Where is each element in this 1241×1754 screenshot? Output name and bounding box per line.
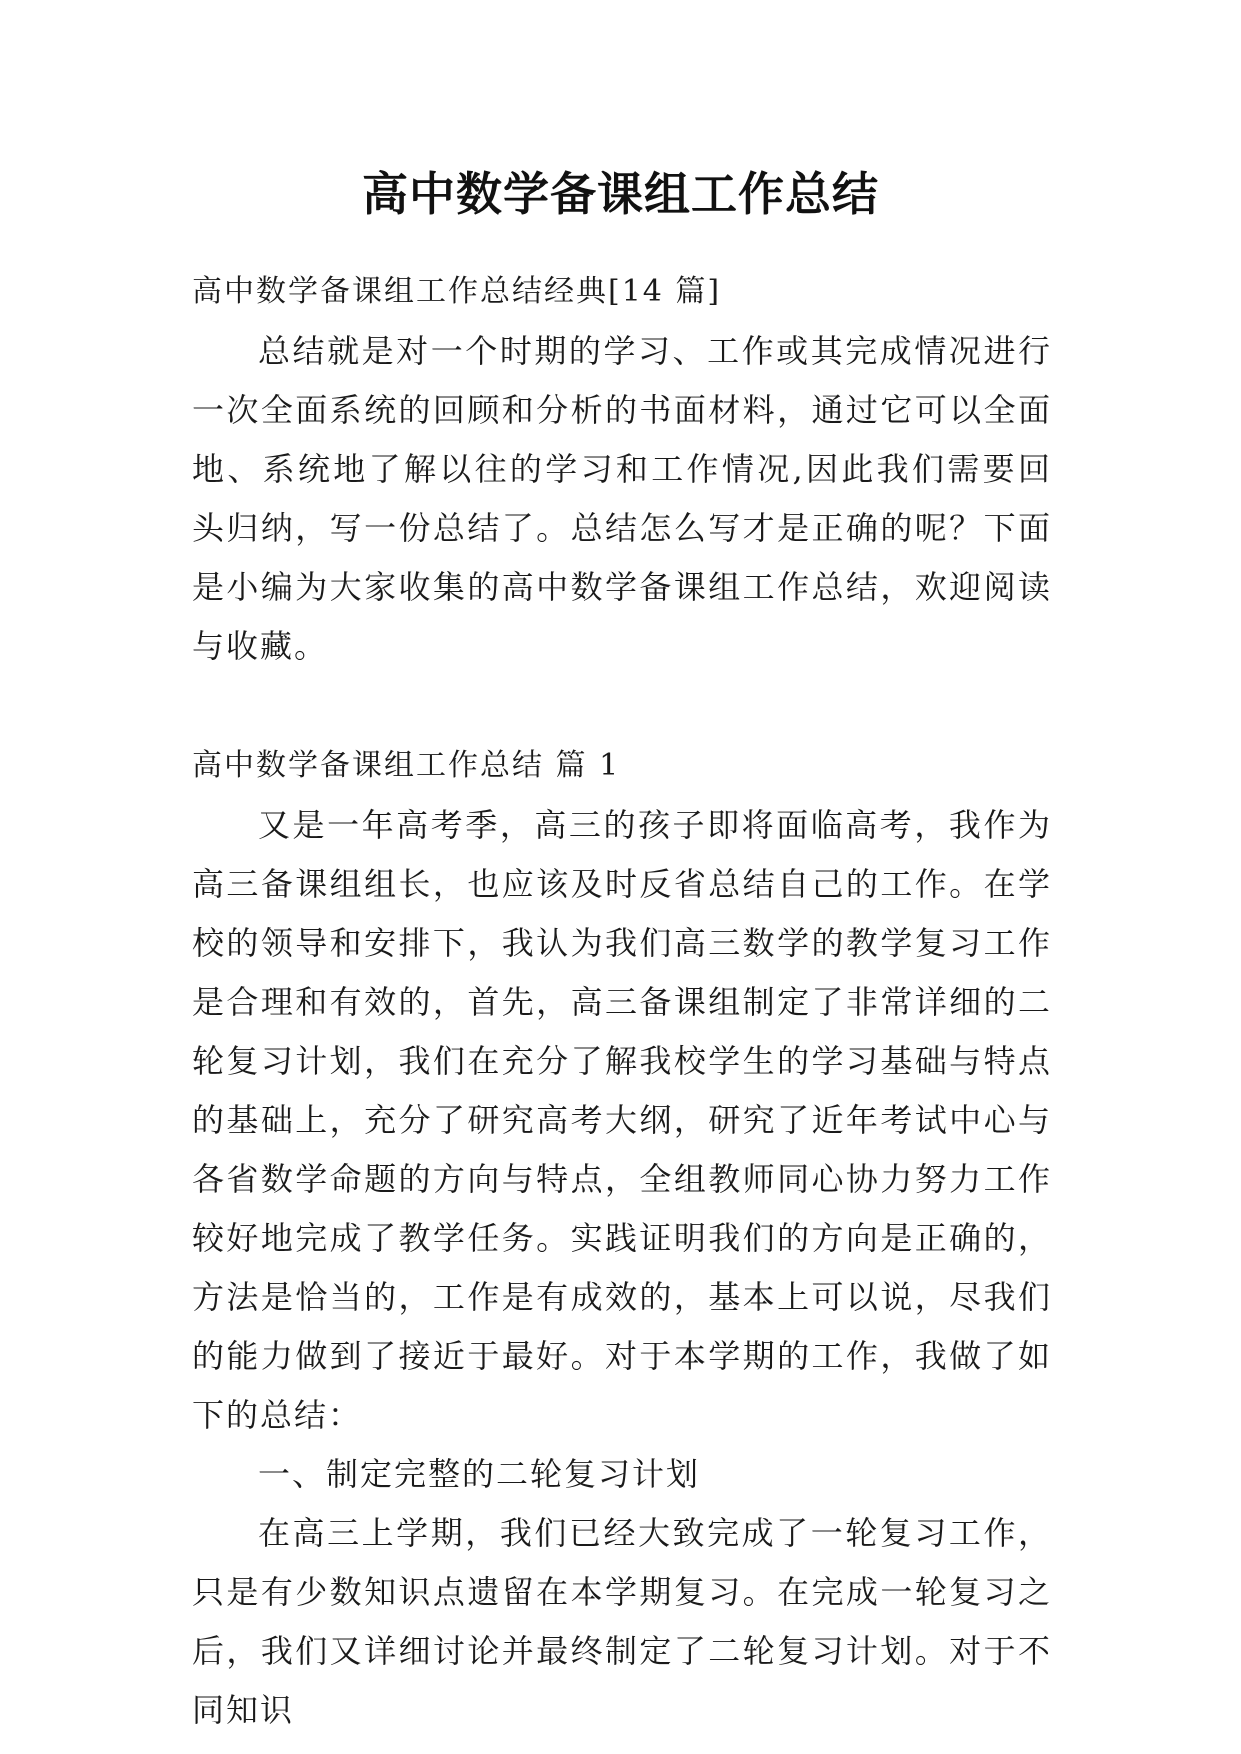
intro-heading: 高中数学备课组工作总结经典[14 篇] (192, 274, 722, 309)
section-gap (192, 676, 1052, 736)
document-title: 高中数学备课组工作总结 (362, 167, 879, 221)
document-body (192, 262, 1052, 1740)
section1-heading: 高中数学备课组工作总结 篇 1 (192, 748, 621, 783)
intro-paragraph: 总结就是对一个时期的学习、工作或其完成情况进行一次全面系统的回顾和分析的书面材料，通过它可以全面地、系统地了解以往的学习和工作情况,因此我们需要回头归纳，写一份总结了。总结怎么写才是正确的呢？下面是小编为大家收集的高中数学备课组工作总结，欢迎阅读与收藏。 (192, 332, 1052, 665)
section1-paragraph-1: 又是一年高考季，高三的孩子即将面临高考，我作为高三备课组组长，也应该及时反省总结自己的工作。在学校的领导和安排下，我认为我们高三数学的教学复习工作是合理和有效的，首先，高三备课组制定了非常详细的二轮复习计划，我们在充分了解我校学生的学习基础与特点的基础上，充分了研究高考大纲，研究了近年考试中心与各省数学命题的方向与特点，全组教师同心协力努力工作较好地完成了教学任务。实践证明我们的方向是正确的，方法是恰当的，工作是有成效的，基本上可以说，尽我们的能力做到了接近于最好。对于本学期的工作，我做了如下的总结： (192, 806, 1052, 1434)
section1-subheading: 一、制定完整的二轮复习计划 (258, 1455, 701, 1493)
section1-paragraph-2: 在高三上学期，我们已经大致完成了一轮复习工作，只是有少数知识点遗留在本学期复习。在完成一轮复习之后，我们又详细讨论并最终制定了二轮复习计划。对于不同知识 (192, 1514, 1052, 1729)
